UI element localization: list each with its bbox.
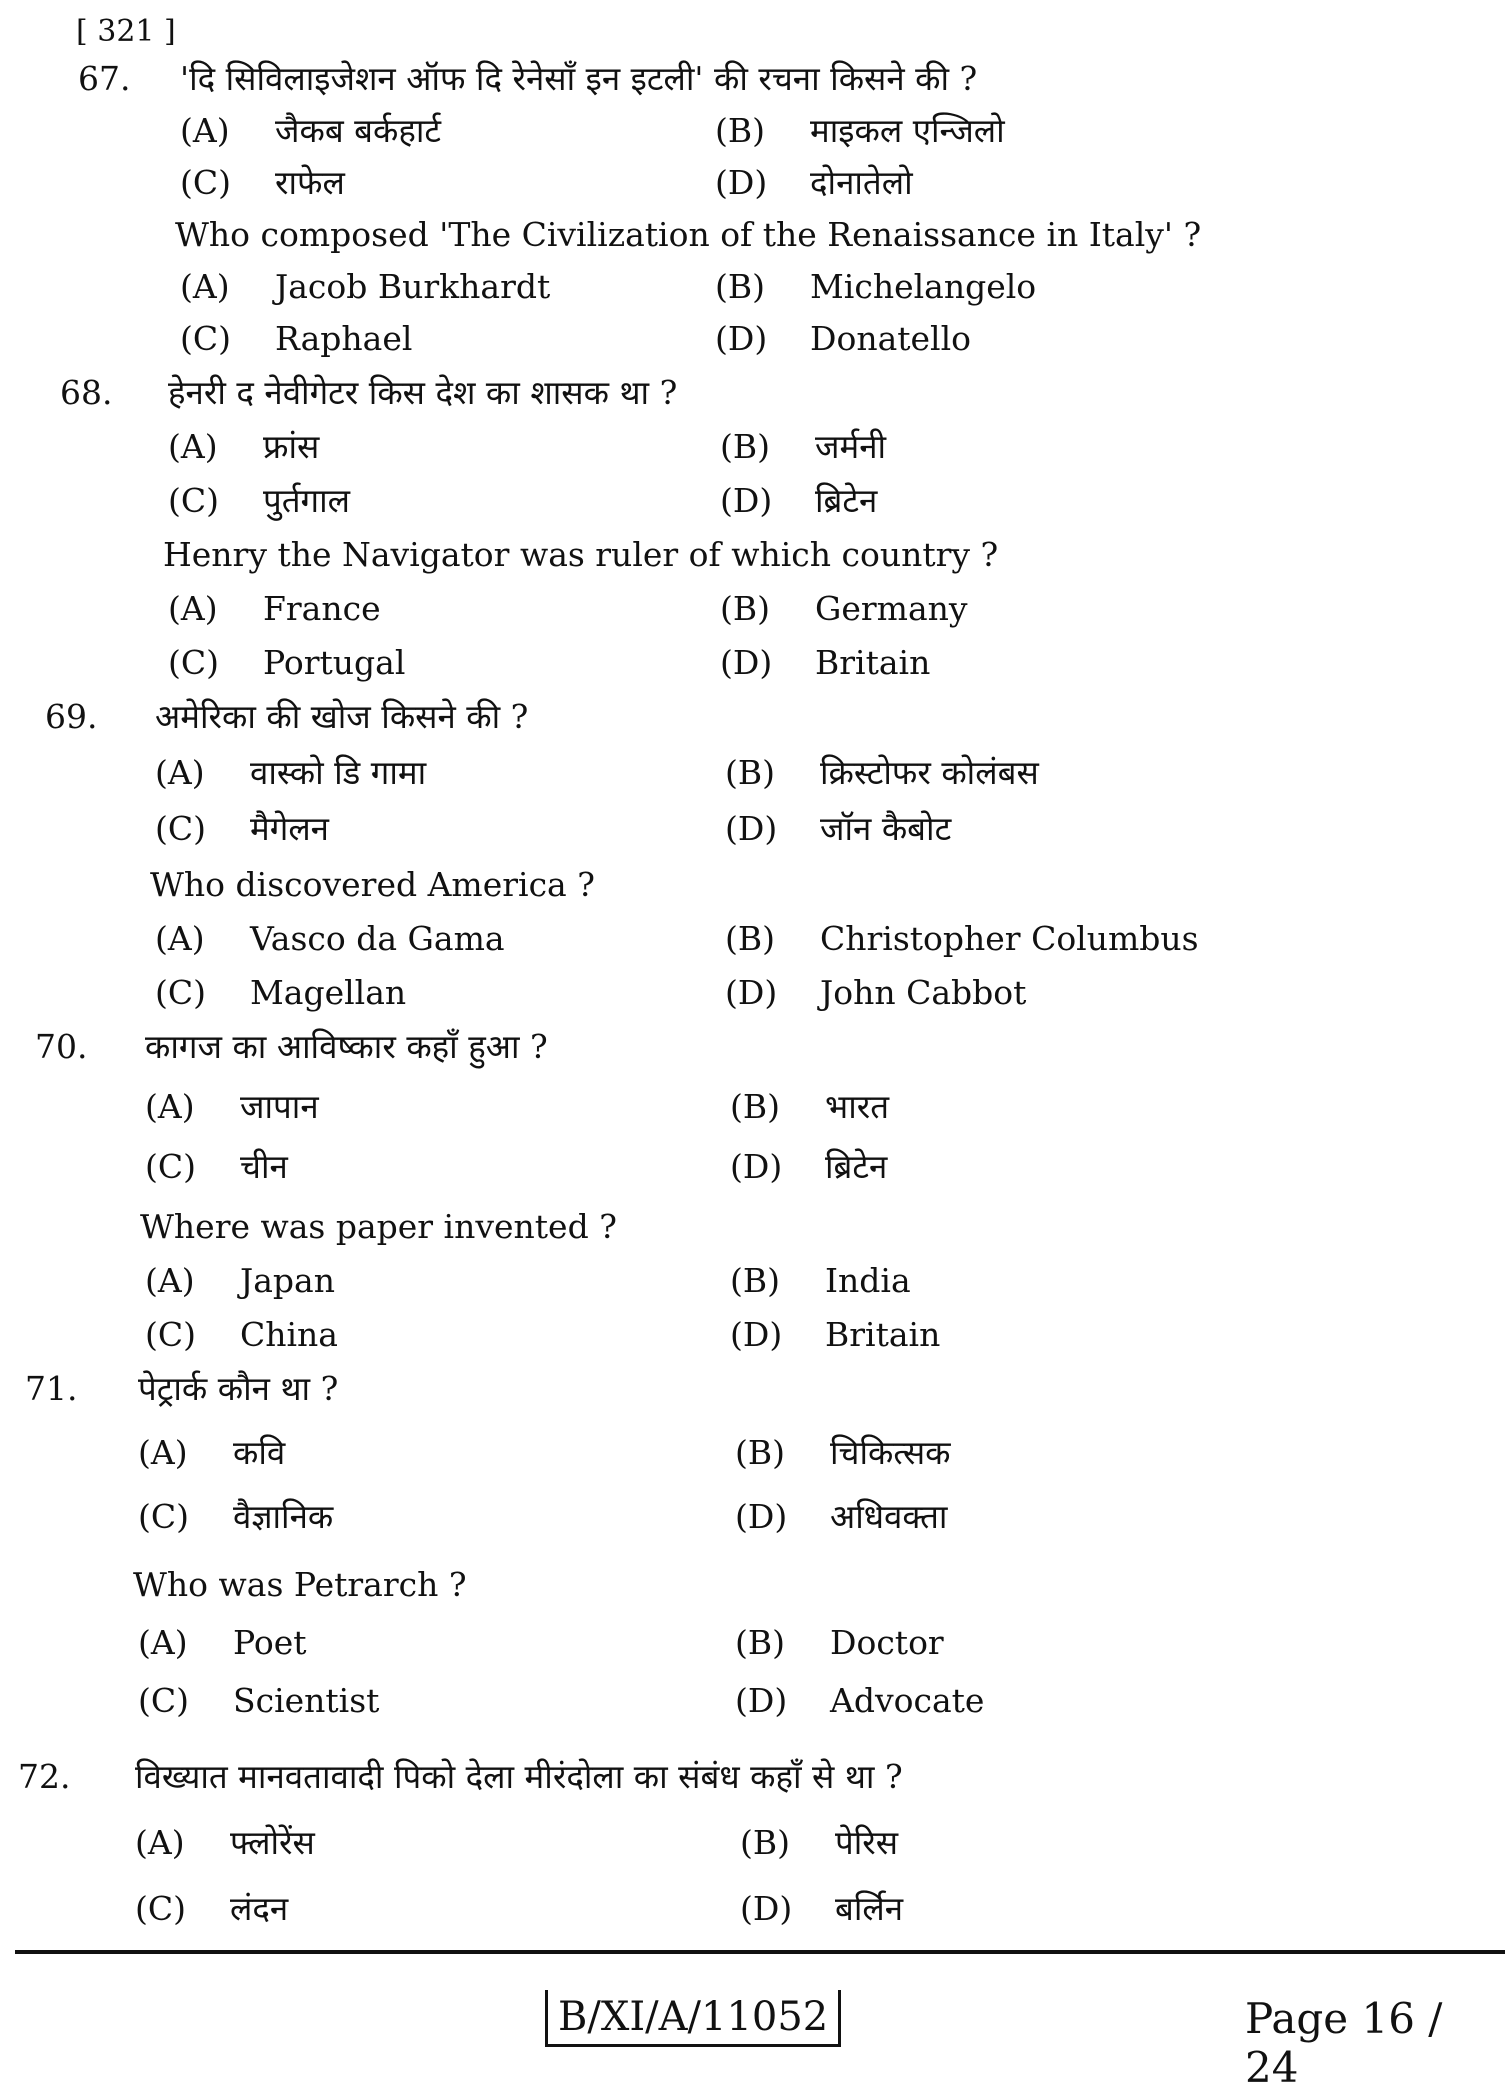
question-hindi: 'दि सिविलाइजेशन ऑफ दि रेनेसाँ इन इटली' की रचना किसने की ? (180, 59, 978, 98)
option-label: (A) (138, 1433, 188, 1472)
option-a-english: Japan (240, 1261, 335, 1300)
option-label: (C) (138, 1681, 189, 1720)
option-a-hindi: जापान (240, 1087, 319, 1126)
option-label: (A) (135, 1823, 185, 1862)
option-label: (C) (155, 973, 206, 1012)
question-number: 67. (78, 59, 131, 98)
option-c-hindi: वैज्ञानिक (233, 1497, 334, 1536)
footer-divider (15, 1950, 1505, 1954)
option-label: (A) (168, 427, 218, 466)
option-label: (C) (145, 1315, 196, 1354)
option-label: (B) (735, 1433, 785, 1472)
question-english: Where was paper invented ? (140, 1207, 617, 1246)
option-c-english: Portugal (263, 643, 406, 682)
option-b-hindi: चिकित्सक (830, 1433, 951, 1472)
option-label: (B) (725, 919, 775, 958)
option-d-hindi: दोनातेलो (810, 163, 913, 202)
option-label: (D) (735, 1497, 788, 1536)
page-number: Page 16 / 24 (1245, 1994, 1443, 2092)
option-label: (D) (730, 1315, 783, 1354)
question-number: 70. (35, 1027, 88, 1066)
paper-code: B/XI/A/11052 (545, 1990, 841, 2047)
option-d-english: John Cabbot (820, 973, 1027, 1012)
option-label: (A) (155, 919, 205, 958)
option-label: (A) (138, 1623, 188, 1662)
option-c-english: Raphael (275, 319, 413, 358)
option-b-english: Germany (815, 589, 968, 628)
option-label: (D) (720, 481, 773, 520)
option-label: (C) (138, 1497, 189, 1536)
option-a-english: Poet (233, 1623, 307, 1662)
option-d-english: Britain (815, 643, 931, 682)
option-a-hindi: कवि (233, 1433, 286, 1472)
option-label: (C) (180, 163, 231, 202)
question-english: Henry the Navigator was ruler of which country ? (163, 535, 999, 574)
option-c-hindi: पुर्तगाल (263, 481, 351, 520)
option-a-hindi: फ्रांस (263, 427, 320, 466)
option-label: (B) (720, 589, 770, 628)
option-d-hindi: बर्लिन (835, 1889, 904, 1928)
option-c-english: Scientist (233, 1681, 380, 1720)
option-label: (B) (715, 111, 765, 150)
option-a-hindi: फ्लोरेंस (230, 1823, 315, 1862)
option-d-english: Britain (825, 1315, 941, 1354)
option-label: (C) (155, 809, 206, 848)
option-label: (A) (145, 1087, 195, 1126)
option-c-hindi: राफेल (275, 163, 345, 202)
option-d-hindi: ब्रिटेन (815, 481, 878, 520)
option-c-english: China (240, 1315, 338, 1354)
option-label: (D) (725, 809, 778, 848)
question-number: 68. (60, 373, 113, 412)
option-d-hindi: अधिवक्ता (830, 1497, 948, 1536)
option-label: (D) (735, 1681, 788, 1720)
option-label: (C) (168, 481, 219, 520)
question-number: 71. (25, 1369, 78, 1408)
option-a-english: Vasco da Gama (250, 919, 505, 958)
option-label: (B) (740, 1823, 790, 1862)
question-number: 69. (45, 697, 98, 736)
option-label: (C) (180, 319, 231, 358)
question-hindi: हेनरी द नेवीगेटर किस देश का शासक था ? (168, 373, 678, 412)
option-label: (D) (740, 1889, 793, 1928)
page-reference: [ 321 ] (76, 14, 176, 49)
option-b-english: India (825, 1261, 911, 1300)
option-d-hindi: ब्रिटेन (825, 1147, 888, 1186)
question-hindi: अमेरिका की खोज किसने की ? (155, 697, 529, 736)
option-label: (C) (168, 643, 219, 682)
option-c-hindi: मैगेलन (250, 809, 330, 848)
option-a-hindi: वास्को डि गामा (250, 753, 427, 792)
option-label: (B) (725, 753, 775, 792)
option-label: (B) (730, 1261, 780, 1300)
option-d-english: Donatello (810, 319, 972, 358)
option-d-hindi: जॉन कैबोट (820, 809, 952, 848)
option-label: (D) (715, 163, 768, 202)
option-label: (A) (180, 267, 230, 306)
option-b-hindi: क्रिस्टोफर कोलंबस (820, 753, 1039, 792)
option-b-hindi: पेरिस (835, 1823, 899, 1862)
option-b-hindi: भारत (825, 1087, 890, 1126)
option-c-english: Magellan (250, 973, 407, 1012)
question-number: 72. (18, 1757, 71, 1796)
option-b-english: Christopher Columbus (820, 919, 1199, 958)
question-english: Who composed 'The Civilization of the Renaissance in Italy' ? (175, 215, 1202, 254)
question-hindi: कागज का आविष्कार कहाँ हुआ ? (145, 1027, 548, 1066)
option-label: (C) (135, 1889, 186, 1928)
option-b-english: Michelangelo (810, 267, 1037, 306)
option-b-hindi: माइकल एन्जिलो (810, 111, 1005, 150)
option-a-hindi: जैकब बर्कहार्ट (275, 111, 442, 150)
option-label: (D) (730, 1147, 783, 1186)
option-label: (D) (720, 643, 773, 682)
option-label: (D) (725, 973, 778, 1012)
option-label: (A) (168, 589, 218, 628)
option-d-english: Advocate (830, 1681, 985, 1720)
question-hindi: विख्यात मानवतावादी पिको देला मीरंदोला का संबंध कहाँ से था ? (135, 1757, 903, 1796)
option-label: (B) (730, 1087, 780, 1126)
option-a-english: Jacob Burkhardt (275, 267, 551, 306)
option-label: (A) (155, 753, 205, 792)
option-label: (B) (720, 427, 770, 466)
option-c-hindi: लंदन (230, 1889, 289, 1928)
option-b-english: Doctor (830, 1623, 944, 1662)
question-hindi: पेट्रार्क कौन था ? (138, 1369, 339, 1408)
question-english: Who discovered America ? (150, 865, 595, 904)
question-english: Who was Petrarch ? (133, 1565, 467, 1604)
option-label: (D) (715, 319, 768, 358)
option-b-hindi: जर्मनी (815, 427, 887, 466)
option-c-hindi: चीन (240, 1147, 288, 1186)
option-label: (A) (180, 111, 230, 150)
option-label: (A) (145, 1261, 195, 1300)
option-label: (B) (735, 1623, 785, 1662)
option-label: (B) (715, 267, 765, 306)
option-label: (C) (145, 1147, 196, 1186)
option-a-english: France (263, 589, 381, 628)
